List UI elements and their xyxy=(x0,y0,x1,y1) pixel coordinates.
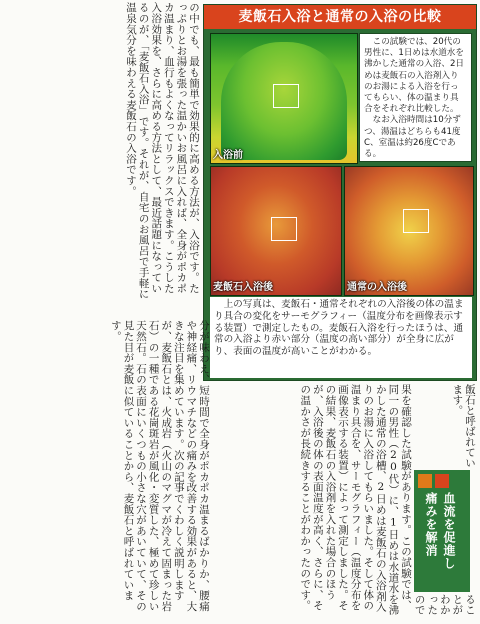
section-heading-text xyxy=(422,492,458,570)
article-column-right xyxy=(414,384,476,468)
article-column-right-bottom xyxy=(414,594,476,622)
image-label-before: 入浴前 xyxy=(213,150,243,161)
heading-line: 痛みを解消 xyxy=(424,492,438,557)
article-column-bottom xyxy=(212,384,412,620)
measurement-box xyxy=(271,217,297,241)
thermography-before-image xyxy=(210,33,358,164)
heading-line: 血流を促進し xyxy=(442,492,456,570)
heading-marker xyxy=(435,474,449,488)
figure-caption-text: 上の写真は、麦飯石・通常それぞれの入浴後の体の温まり具合の変化をサーモグラフィー（温度分布を画像表示する装置）で測定したもの。麦飯石入浴を行ったほうは、通常の入浴より赤い部分（温度の高い部分）が全身に広がり、表面の温度が高いことがわかる。 xyxy=(214,299,464,358)
figure-note: この試験では、20代の男性に、1日めは水道水を沸かした通常の入浴、2日めは麦飯石の入浴剤入りのお湯による入浴を行ってもらい、体の温まり具合をそれぞれ比較した。 xyxy=(364,37,464,115)
image-label-normal: 通常の入浴後 xyxy=(347,282,407,293)
thermography-normal-image xyxy=(344,166,474,296)
article-paragraph: 果を確認した試験があります。この試験では、同一の男性（20代）に、1日めは水道水を沸かした通常の浴槽、2日めは麦飯石の入浴剤入りのお湯に入浴してもらいました。そして体の温まり具合を、サーモグラフィー（温度分布を画像表示する装置）によって測定しました。その結果、麦飯石の入浴剤を入れた場合のほうが、入浴後の体の表面温度が高く、さらに、その温かさが長続きすることがわかったのです。 xyxy=(299,384,412,616)
thermography-figure xyxy=(203,4,477,381)
article-paragraph: 分が味わえ、短時間で全身がポカポカ温まるばかりか、腰痛や神経痛、リウマチなどの痛みを改善する効果があると、大きな注目を集めています。次の記事でくわしく説明しますが、麦飯石とは、火成岩（火山のマグマが冷えて固まった岩石）の一種である花崗斑岩が風化・変質した、極めて珍しい天然石。石の表面にいくつもの小さな穴があいていて、その見た目が麦飯に似ていることから、麦飯石と呼ばれています。 xyxy=(109,320,210,612)
image-label-stone: 麦飯石入浴後 xyxy=(213,282,273,293)
article-paragraph: 飯石と呼ばれています。 xyxy=(451,384,476,468)
article-column-top xyxy=(0,2,200,302)
section-heading xyxy=(414,470,470,592)
thermography-stone-image xyxy=(210,166,342,296)
figure-note: なお入浴時間は10分ずつ、湯温はどちらも41度C、室温は約26度Cである。 xyxy=(364,115,461,160)
figure-title: 麦飯石入浴と通常の入浴の比較 xyxy=(204,5,476,29)
heading-marker xyxy=(418,474,432,488)
article-paragraph: ることがわかったので xyxy=(414,594,476,615)
measurement-box xyxy=(273,84,299,108)
article-column-middle xyxy=(0,320,210,620)
figure-notes xyxy=(359,33,472,162)
measurement-box xyxy=(403,209,429,233)
article-paragraph: の中でも、最も簡単で効果的に高める方法が、入浴です。たっぷりとお湯を張った温かいお風呂に入れば、全身がポカポカ温まり、血行もよくなってリラックスできます。こうした入浴効果を、さらに高める方法として、最近話題になっているのが、「麦飯石入浴」です。それが、自宅のお風呂で手軽に温泉気分を味わえる麦飯石の入浴です。 xyxy=(125,2,200,300)
figure-caption xyxy=(210,297,472,378)
